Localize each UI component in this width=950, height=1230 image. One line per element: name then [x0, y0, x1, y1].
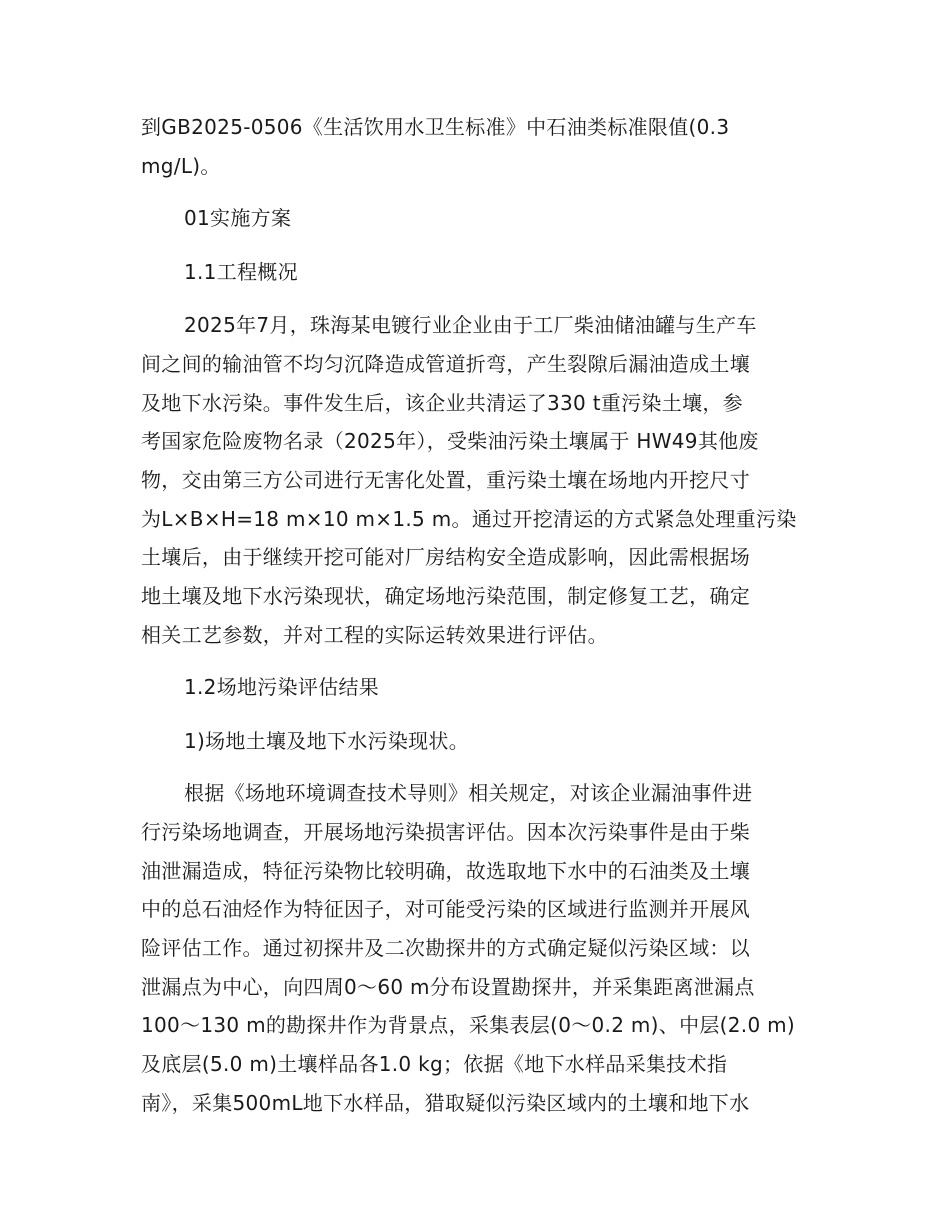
text-line: 根据《场地环境调查技术导则》相关规定，对该企业漏油事件进 — [184, 781, 753, 805]
text-line: 考国家危险废物名录（2025年），受柴油污染土壤属于 HW49其他废 — [141, 429, 759, 453]
text-line: 到GB2025-0506《生活饮用水卫生标准》中石油类标准限值(0.3 — [141, 115, 730, 139]
text-line: 间之间的输油管不均匀沉降造成管道折弯，产生裂隙后漏油造成土壤 — [141, 352, 750, 376]
subsection-heading: 1.2场地污染评估结果 — [184, 675, 380, 699]
text-line: 物，交由第三方公司进行无害化处置，重污染土壤在场地内开挖尺寸 — [141, 468, 750, 492]
section-heading: 01实施方案 — [184, 206, 292, 230]
text-line: 险评估工作。通过初探井及二次勘探井的方式确定疑似污染区域：以 — [141, 936, 750, 960]
text-line: 地土壤及地下水污染现状，确定场地污染范围，制定修复工艺，确定 — [141, 584, 750, 608]
text-line: 及地下水污染。事件发生后，该企业共清运了330 t重污染土壤，参 — [141, 391, 743, 415]
text-line: 泄漏点为中心，向四周0～60 m分布设置勘探井，并采集距离泄漏点 — [141, 975, 755, 999]
text-line: mg/L)。 — [141, 154, 221, 178]
text-line: 100～130 m的勘探井作为背景点，采集表层(0～0.2 m)、中层(2.0 m) — [141, 1013, 796, 1037]
text-line: 行污染场地调查，开展场地污染损害评估。因本次污染事件是由于柴 — [141, 820, 750, 844]
text-line: 中的总石油烃作为特征因子，对可能受污染的区域进行监测并开展风 — [141, 897, 750, 921]
list-item: 1)场地土壤及地下水污染现状。 — [184, 729, 470, 753]
text-line: 为L×B×H=18 m×10 m×1.5 m。通过开挖清运的方式紧急处理重污染 — [141, 507, 797, 531]
text-line: 及底层(5.0 m)土壤样品各1.0 kg；依据《地下水样品采集技术指 — [141, 1052, 728, 1076]
text-line: 相关工艺参数，并对工程的实际运转效果进行评估。 — [141, 623, 608, 647]
text-line: 土壤后，由于继续开挖可能对厂房结构安全造成影响，因此需根据场 — [141, 545, 750, 569]
text-line: 2025年7月，珠海某电镀行业企业由于工厂柴油储油罐与生产车 — [184, 313, 757, 337]
text-line: 油泄漏造成，特征污染物比较明确，故选取地下水中的石油类及土壤 — [141, 859, 750, 883]
text-line: 南》，采集500mL地下水样品，猎取疑似污染区域内的土壤和地下水 — [141, 1091, 750, 1115]
subsection-heading: 1.1工程概况 — [184, 260, 298, 284]
